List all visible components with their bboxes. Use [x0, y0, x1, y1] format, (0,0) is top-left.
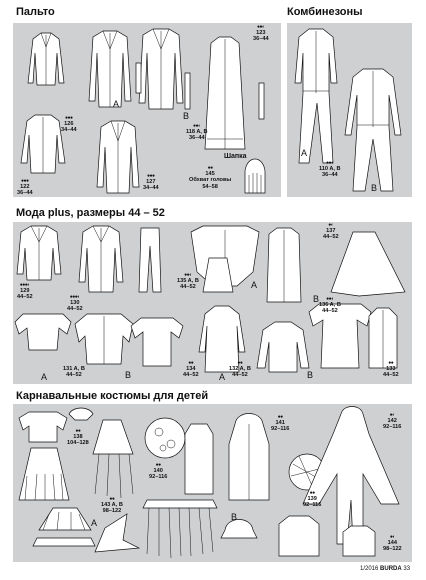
- carnival-144-dots: ●◐: [389, 534, 395, 540]
- plus-134-size: 44–52: [183, 372, 199, 379]
- plus-133-dots: ●●: [388, 360, 394, 366]
- coat-127-size: 34–44: [143, 185, 159, 192]
- footer-page: 33: [403, 566, 411, 572]
- jumpsuit-letter-a: A: [301, 148, 308, 158]
- plus-129-number: 129: [20, 288, 30, 295]
- plus-132-number: 132 A, B: [229, 366, 251, 373]
- carnival-140-number: 140: [153, 468, 163, 475]
- plus-137-label: [323, 222, 339, 241]
- coat-122-size: 36–44: [17, 190, 33, 197]
- plus-129-size: 44–52: [17, 294, 33, 301]
- carnival-142-dots: ●◐: [389, 412, 395, 418]
- carnival-140-dots: ●●: [155, 462, 161, 468]
- carnival-142-size: 92–116: [383, 424, 402, 431]
- carnival-139-size: 92–116: [303, 502, 322, 509]
- coat-126-number: 126: [64, 121, 74, 128]
- plus-135-dots: ●●◐: [184, 272, 192, 278]
- plus-135-letter-a: A: [251, 280, 258, 290]
- carnival-138-label: [67, 428, 89, 447]
- jumpsuits-illustrations: [287, 23, 412, 197]
- plus-133-label: [383, 360, 399, 379]
- plus-136-dots: ●●◐: [326, 296, 334, 302]
- coat-118-label: [186, 123, 208, 142]
- carnival-139-dots: ●●: [309, 490, 315, 496]
- carnival-panel: [13, 404, 412, 562]
- jumpsuit-110-dots: ●●◐: [326, 160, 334, 166]
- hat-145-dots: ●●: [207, 165, 213, 171]
- coat-123-size: 36–44: [253, 36, 269, 43]
- hat-145-note: Обхват головы: [189, 177, 232, 184]
- carnival-144-label: [383, 534, 402, 553]
- coat-126-label: [61, 115, 77, 134]
- carnival-143-size: 98–122: [102, 508, 122, 515]
- coats-panel: [13, 23, 281, 197]
- plus-129-label: [17, 282, 33, 301]
- coat-126-dots: ●●●: [65, 115, 73, 121]
- carnival-141-dots: ●●: [277, 414, 283, 420]
- plus-130-size: 44–52: [67, 306, 83, 313]
- plus-131-letter-b: B: [125, 370, 132, 380]
- plus-129-dots: ●●●◐: [19, 282, 30, 288]
- plus-137-dots: ●◐: [328, 222, 334, 228]
- plus-136-number: 136 A, B: [319, 302, 341, 309]
- carnival-138-number: 138: [73, 434, 83, 441]
- coat-122-number: 122: [20, 184, 30, 191]
- jumpsuit-110-number: 110 A, B: [319, 166, 341, 173]
- carnival-139-label: [303, 490, 321, 509]
- carnival-140-label: [149, 462, 167, 481]
- plus-137-size: 44–52: [323, 234, 339, 241]
- carnival-144-number: 144: [387, 540, 397, 547]
- coat-127-label: [143, 173, 159, 192]
- plus-135-size: 44–52: [180, 284, 196, 291]
- coat-123-dots: ●●◐: [257, 24, 265, 30]
- coat-127-number: 127: [146, 179, 156, 186]
- coat-127-dots: ●●●: [147, 173, 155, 179]
- plus-133-number: 133: [386, 366, 396, 373]
- carnival-143-letter-a: A: [91, 518, 98, 528]
- section-title-carnival: Карнавальные костюмы для детей: [16, 390, 209, 402]
- plus-132-size: 44–52: [232, 372, 248, 379]
- coat-118-number: 118 A, B: [186, 129, 208, 136]
- plus-134-label: [183, 360, 199, 379]
- plus-132-letter-b: B: [307, 370, 314, 380]
- plus-136-label: [319, 296, 341, 315]
- footer-issue: 1/2016: [360, 566, 379, 572]
- hat-145-label: [189, 165, 231, 190]
- plus-130-number: 130: [70, 300, 80, 307]
- carnival-141-size: 92–116: [271, 426, 290, 433]
- plus-130-dots: ●●●◐: [69, 294, 80, 300]
- carnival-144-size: 98–122: [383, 546, 402, 553]
- coat-122-label: [17, 178, 33, 197]
- hat-145-size: 54–58: [202, 183, 218, 190]
- carnival-143-dots: ●●: [109, 496, 115, 502]
- coat-126-size: 34–44: [61, 127, 77, 134]
- section-title-jumpsuits: Комбинезоны: [287, 6, 363, 18]
- plus-136-letter-b: B: [313, 294, 320, 304]
- carnival-139-number: 139: [307, 496, 317, 503]
- jumpsuit-110-label: [319, 160, 341, 179]
- carnival-142-label: [383, 412, 401, 431]
- carnival-143-number: 143 A, B: [101, 502, 123, 509]
- coat-118-size: 36–44: [189, 135, 205, 142]
- plus-135-label: [177, 272, 199, 291]
- coat-122-dots: ●●●: [21, 178, 29, 184]
- section-title-coats: Пальто: [16, 6, 55, 18]
- carnival-143-label: [101, 496, 123, 515]
- coat-118-dots: ●●◐: [193, 123, 201, 129]
- coat-123-number: 123: [256, 30, 266, 37]
- plus-132-label: [229, 360, 251, 379]
- footer-brand: BURDA: [380, 566, 402, 572]
- plus-133-size: 44–52: [383, 372, 399, 379]
- plus-132-letter-a: A: [219, 372, 226, 382]
- carnival-141-number: 141: [275, 420, 285, 427]
- coat-118-letter-a: A: [113, 99, 120, 109]
- carnival-142-number: 142: [387, 418, 397, 425]
- coat-123-label: [253, 24, 269, 43]
- plus-134-number: 134: [186, 366, 196, 373]
- plus-134-dots: ●●: [188, 360, 194, 366]
- plus-130-label: [67, 294, 83, 313]
- carnival-138-size: 104–128: [67, 440, 89, 447]
- plus-137-number: 137: [326, 228, 336, 235]
- carnival-138-dots: ●●: [75, 428, 81, 434]
- plus-136-size: 44–52: [322, 308, 338, 315]
- plus-131-size: 44–52: [66, 372, 82, 379]
- carnival-143-letter-b: B: [231, 512, 238, 522]
- plus-131-letter-a: A: [41, 372, 48, 382]
- page-footer: [360, 566, 410, 572]
- jumpsuit-letter-b: B: [371, 183, 378, 193]
- section-title-plus: Мода plus, размеры 44 – 52: [16, 207, 165, 219]
- hat-145-number: 145: [205, 171, 215, 178]
- plus-132-dots: ●●: [237, 360, 243, 366]
- coats-illustrations: [13, 23, 281, 197]
- carnival-141-label: [271, 414, 289, 433]
- carnival-140-size: 92–116: [149, 474, 168, 481]
- plus-135-number: 135 A, B: [177, 278, 199, 285]
- plus-131-label: [63, 366, 85, 378]
- hat-title: Шапка: [224, 153, 247, 160]
- plus-131-number: 131 A, B: [63, 366, 85, 372]
- coat-118-letter-b: B: [183, 111, 190, 121]
- jumpsuits-panel: [287, 23, 412, 197]
- plus-panel: [13, 222, 412, 384]
- jumpsuit-110-size: 36–44: [322, 172, 338, 179]
